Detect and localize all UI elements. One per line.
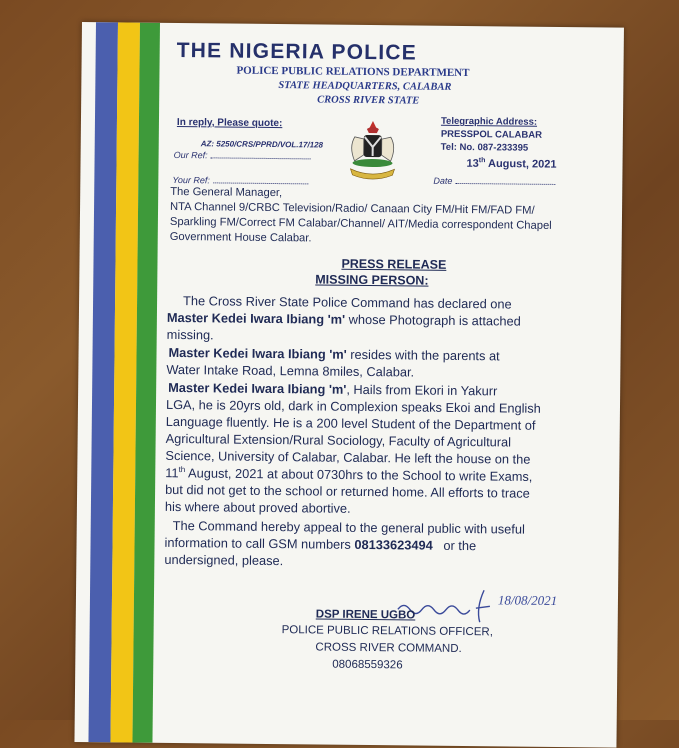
missing-person-heading: MISSING PERSON: [315, 272, 429, 288]
state-line: CROSS RIVER STATE [317, 94, 420, 107]
handwritten-signature [394, 583, 584, 627]
body-line: 11th August, 2021 at about 0730hrs to the School to write Exams, [165, 465, 533, 485]
body-line: Master Kedei Iwara Ibiang 'm' whose Photograph is attached [166, 309, 521, 329]
body-line: but did not get to the school or returned home. All efforts to trace [165, 481, 530, 501]
telegraphic-address: PRESSPOL CALABAR [440, 128, 543, 141]
telephone-number: Tel: No. 087-233395 [440, 141, 529, 154]
signatory-command: CROSS RIVER COMMAND. [315, 641, 462, 656]
body-line: Master Kedei Iwara Ibiang 'm', Hails from Ekori in Yakurr [168, 379, 498, 399]
signatory-name: DSP IRENE UGBO [315, 608, 416, 622]
addressee-line: Sparkling FM/Correct FM Calabar/Channel/ AIT/Media correspondent Chapel [169, 215, 552, 232]
reference-number: AZ: 5250/CRS/PPRD/VOL.17/128 [200, 139, 324, 150]
addressee-line: Government House Calabar. [169, 230, 312, 245]
body-line: LGA, he is 20yrs old, dark in Complexion speaks Ekoi and English [165, 396, 541, 416]
body-line: The Command hereby appeal to the general public with useful [172, 517, 525, 537]
nigeria-coat-of-arms-icon [336, 117, 409, 186]
addressee-line: NTA Channel 9/CRBC Television/Radio/ Canaan City FM/Hit FM/FAD FM/ [170, 200, 535, 217]
body-line: Agricultural Extension/Rural Sociology, Faculty of Agricultural [165, 430, 512, 450]
press-release-heading: PRESS RELEASE [341, 256, 447, 272]
our-ref-label: Our Ref: [174, 150, 311, 161]
body-line: information to call GSM numbers 08133623494 or the [164, 534, 477, 554]
letterhead-title: THE NIGERIA POLICE [176, 38, 418, 65]
body-line: Water Intake Road, Lemna 8miles, Calabar. [166, 361, 415, 380]
your-ref-label: Your Ref: [172, 175, 308, 186]
body-line: missing. [166, 326, 214, 343]
body-line: The Cross River State Police Command has declared one [183, 293, 512, 312]
body-line: Science, University of Calabar, Calabar. He left the house on the [165, 447, 531, 467]
body-line: undersigned, please. [164, 551, 284, 569]
date-label: Date [433, 176, 555, 187]
document-page [74, 22, 624, 748]
telegraphic-label: Telegraphic Address: [440, 115, 538, 128]
signatory-phone: 08068559326 [332, 658, 403, 672]
addressee-line: The General Manager, [170, 185, 283, 200]
letter-date: 13th August, 2021 [466, 157, 557, 171]
department-name: POLICE PUBLIC RELATIONS DEPARTMENT [236, 64, 470, 80]
body-line: Language fluently. He is a 200 level Student of the Department of [165, 413, 536, 433]
body-line: his where about proved abortive. [164, 498, 351, 516]
signatory-title: POLICE PUBLIC RELATIONS OFFICER, [281, 624, 494, 639]
headquarters-line: STATE HEADQUARTERS, CALABAR [278, 80, 452, 93]
svg-text:18/08/2021: 18/08/2021 [497, 592, 558, 609]
body-line: Master Kedei Iwara Ibiang 'm' resides with the parents at [168, 344, 500, 364]
reply-quote-label: In reply, Please quote: [176, 117, 283, 130]
